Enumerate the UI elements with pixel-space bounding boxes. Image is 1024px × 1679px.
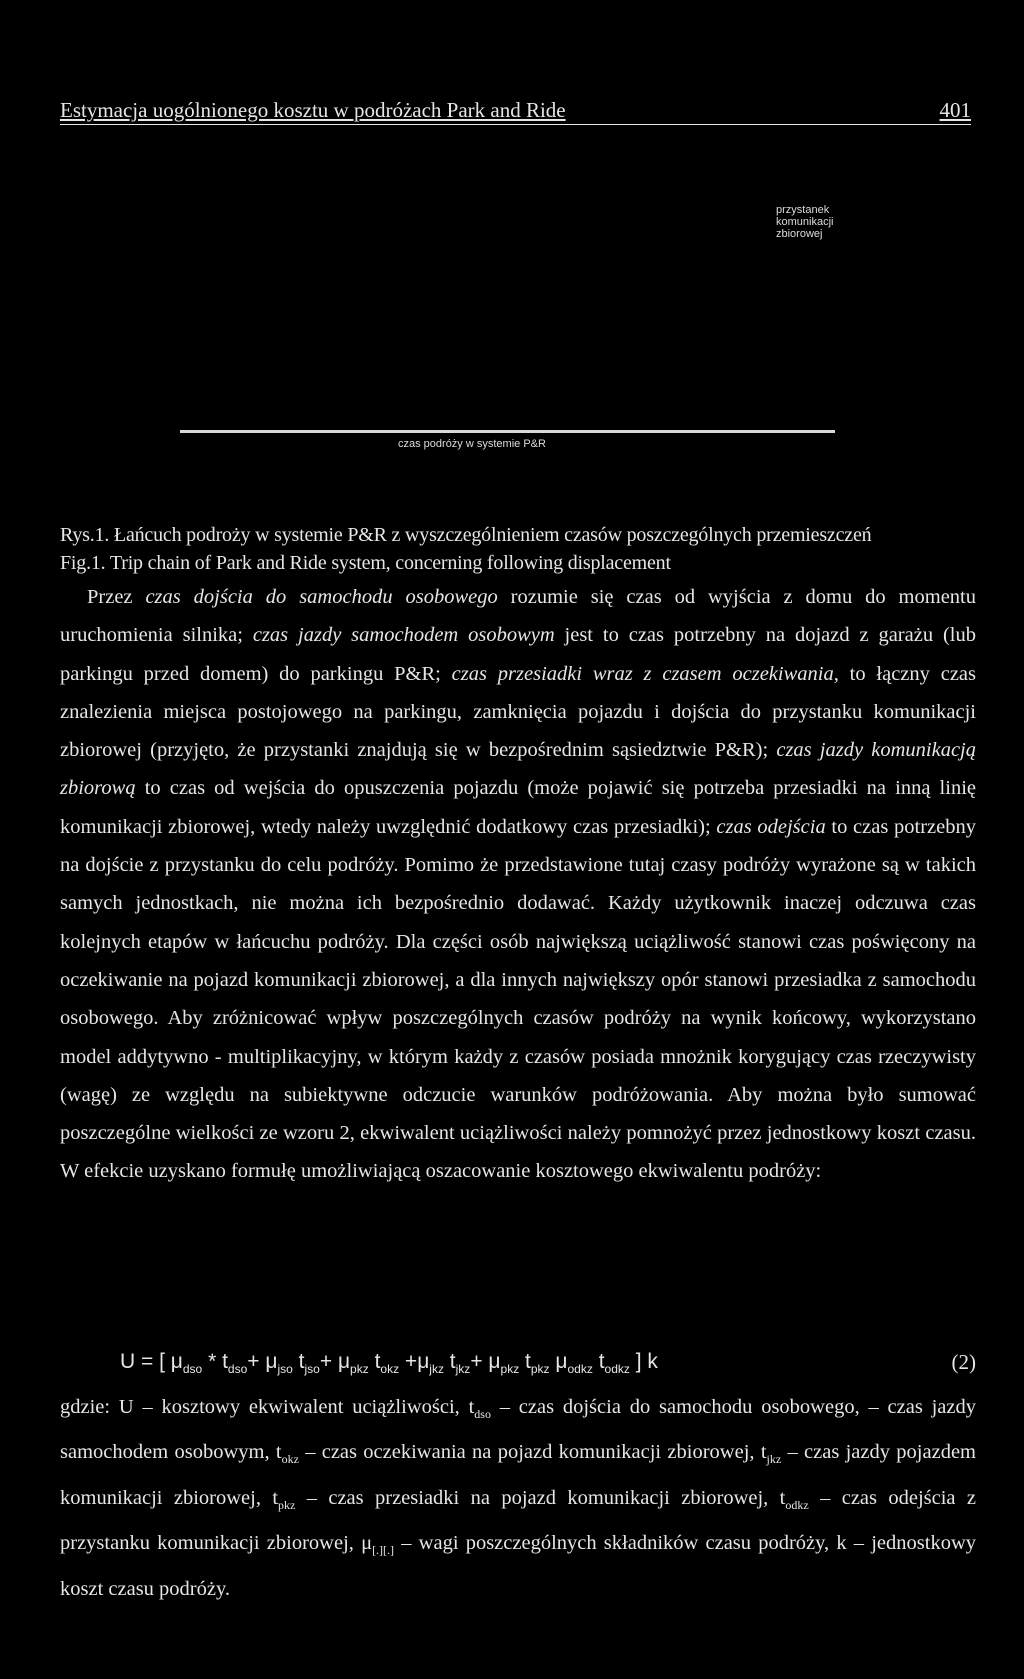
- text-run: Przez: [87, 586, 146, 608]
- text-run: jest to czas potrzebny na dojazd z garażu (lub parkingu przed domem) do parkingu P&R;: [60, 624, 976, 685]
- text-run: to łączny czas znalezienia miejsca postojowego na parkingu, zamknięcia pojazdu i dojścia do przystanku komunikacji zbiorowej (przyjęto, że przystanki znajdują się w bezpośrednim sąsiedztwie P&R);: [60, 662, 976, 762]
- figure-label-line: zbiorowej: [776, 228, 823, 240]
- body-paragraph: [60, 578, 976, 1191]
- figure-caption-pl: Rys.1. Łańcuch podroży w systemie P&R z wyszczególnieniem czasów poszczególnych przemieszczeń: [60, 524, 872, 546]
- definitions-paragraph: gdzie: U – kosztowy ekwiwalent uciążliwości, $t_{dso}$ – czas dojścia do samochodu osobowego, – czas jazdy samochodem osobowym, $t_{okz}$ – czas oczekiwania na pojazd komunikacji zbiorowej, $t_{jkz}$ – czas jazdy pojazdem komunikacji zbiorowej, $t_{pkz}$ – czas przesiadki na pojazd komunikacji zbiorowej, $t_{odkz}$ – czas odejścia z przystanku komunikacji zbiorowej, $\mu_{[.][.]}$ – wagi poszczególnych składników czasu podróży, k – jednostkowy koszt czasu podróży.: [60, 1396, 977, 1600]
- italic-term: czas odejścia: [716, 815, 826, 838]
- figure-caption-en: Fig.1. Trip chain of Park and Ride system, concerning following displacement: [60, 552, 671, 574]
- italic-term: czas jazdy komunikacją zbiorową: [60, 739, 976, 800]
- italic-term: czas przesiadki wraz z czasem oczekiwania,: [451, 662, 839, 685]
- text-run: to czas potrzebny na dojście z przystanku do celu podróży. Pomimo że przedstawione tutaj czasy podróży wyrażone są w takich samych jednostkach, nie można ich bezpośrednio dodawać. Każdy użytkownik inaczej odczuwa czas kolejnych etapów w łańcuchu podróży. Dla części osób największą uciążliwość stanowi czas poświęcony na oczekiwanie na pojazd komunikacji zbiorowej, a dla innych największy opór stanowi przesiadka z samochodu osobowego. Aby zróżnicować wpływ poszczególnych czasów podróży na wynik końcowy, wykorzystano model addytywno - multiplikacyjny, w którym każdy z czasów posiada mnożnik korygujący czas rzeczywisty (wagę) ze względu na subiektywne odczucie warunków podróżowania. Aby można było sumować poszczególne wielkości ze wzoru 2, ekwiwalent uciążliwości należy pomnożyć przez jednostkowy koszt czasu. W efekcie uzyskano formułę umożliwiającą oszacowanie kosztowego ekwiwalentu podróży:: [60, 815, 977, 1183]
- italic-term: czas dojścia do samochodu osobowego: [145, 586, 498, 608]
- italic-term: czas jazdy samochodem osobowym: [252, 624, 555, 647]
- text-run: to czas od wejścia do opuszczenia pojazdu (może pojawić się potrzeba przesiadki na inną linię komunikacji zbiorowej, wtedy należy uwzględnić dodatkowy czas przesiadki);: [60, 777, 976, 838]
- header-title: Estymacja uogólnionego kosztu w podróżach Park and Ride: [60, 98, 566, 122]
- figure-timeline: [180, 430, 835, 433]
- figure-stop-label: [776, 204, 833, 240]
- equation-number: (2): [951, 1350, 976, 1374]
- equation: [120, 1350, 976, 1384]
- figure-bottom-caption: czas podróży w systemie P&R: [398, 438, 546, 450]
- page-number: 401: [939, 98, 971, 122]
- equation-body: U = [ $\mu_{dso} * t_{dso}+ \mu_{jso}$ $t_{jso}+ \mu_{pkz}$ $t_{okz} +\mu_{jkz}$ $t_{jkz}+ \mu_{pkz}$ $t_{pkz}$ $\mu_{odkz}$ $t_{odkz}$ ] k: [120, 1350, 658, 1377]
- figure-label-line: komunikacji: [776, 216, 834, 228]
- figure-label-line: przystanek: [776, 204, 830, 216]
- running-header: [60, 98, 971, 125]
- text-run: rozumie się czas od wyjścia z domu do momentu uruchomienia silnika;: [60, 586, 976, 647]
